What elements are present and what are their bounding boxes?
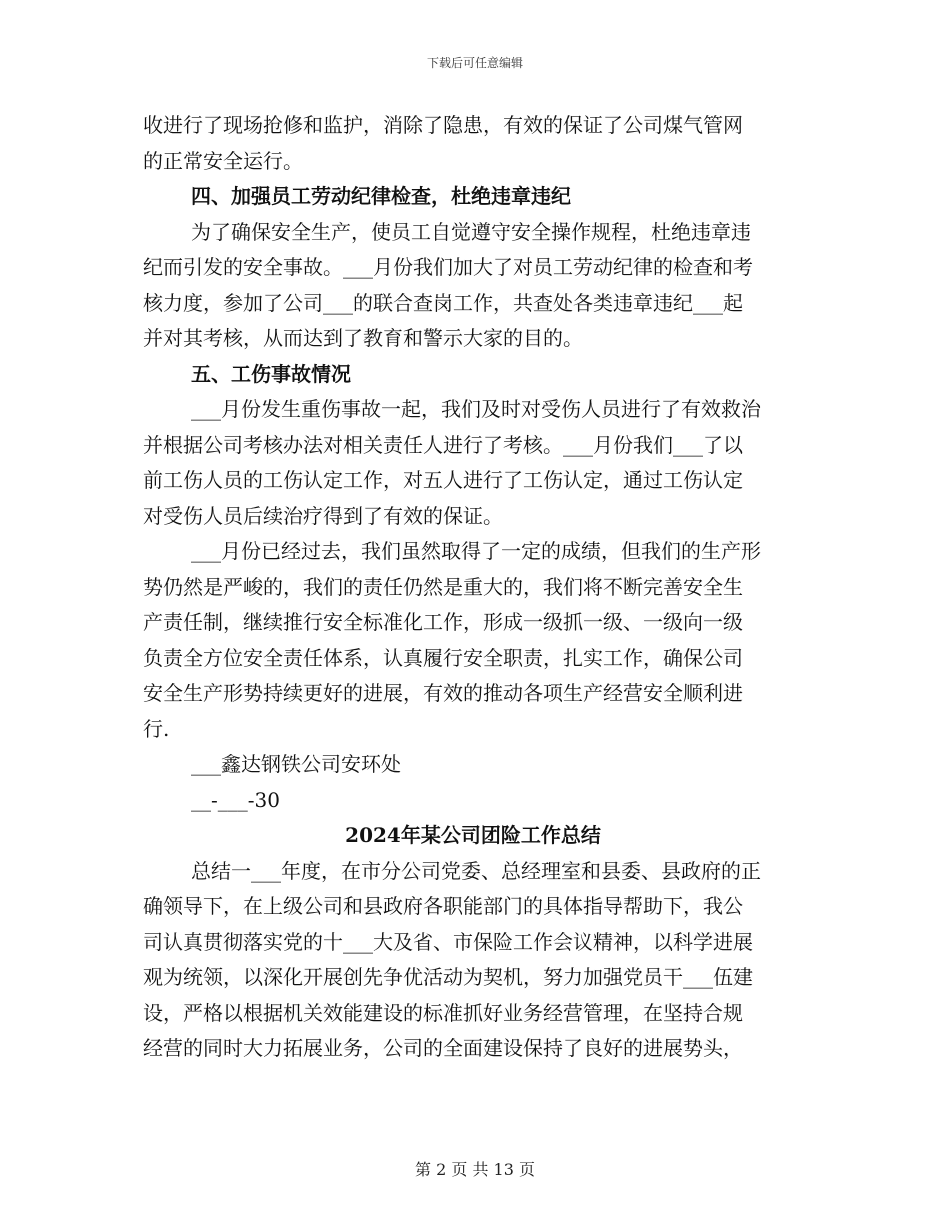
paragraph-start-line: 为了确保安全生产，使员工自觉遵守安全操作规程，杜绝违章违 [191,219,751,244]
text-line: 安全生产形势持续更好的进展，有效的推动各项生产经营安全顺利进 [143,681,743,705]
text-line: 收进行了现场抢修和监护，消除了隐患，有效的保证了公司煤气管网 [143,113,743,137]
paragraph-start-line: ___鑫达钢铁公司安环处 [191,752,401,776]
text-line: 并对其考核，从而达到了教育和警示大家的目的。 [143,326,583,350]
section-heading: 四、加强员工劳动纪律检查，杜绝违章违纪 [191,184,571,208]
text-line: 行. [143,716,170,741]
text-line: 司认真贯彻落实党的十___大及省、市保险工作会议精神，以科学进展 [143,929,753,954]
text-line: 核力度，参加了公司___的联合查岗工作，共查处各类违章违纪___起 [143,290,743,315]
paragraph-start-line: __-___-30 [191,787,280,812]
paragraph-start-line: ___月份发生重伤事故一起，我们及时对受伤人员进行了有效救治 [191,397,761,421]
text-line: 负责全方位安全责任体系，认真履行安全职责，扎实工作，确保公司 [143,645,743,670]
paragraph-start-line: ___月份已经过去，我们虽然取得了一定的成绩，但我们的生产形 [191,539,761,563]
text-line: 并根据公司考核办法对相关责任人进行了考核。___月份我们___了以 [143,432,743,457]
text-line: 设，严格以根据机关效能建设的标准抓好业务经营管理，在坚持合规 [143,1000,743,1025]
page-header-note: 下载后可任意编辑 [426,56,523,70]
text-line: 势仍然是严峻的，我们的责任仍然是重大的，我们将不断完善安全生 [143,574,743,599]
text-line: 纪而引发的安全事故。___月份我们加大了对员工劳动纪律的检查和考 [143,255,753,279]
page-number: 第 2 页 共 13 页 [415,1160,535,1179]
text-line: 产责任制，继续推行安全标准化工作，形成一级抓一级、一级向一级 [143,610,743,634]
document-body [143,108,803,1067]
text-line: 的正常安全运行。 [143,148,303,173]
paragraph-start-line: 总结一___年度，在市分公司党委、总经理室和县委、县政府的正 [191,858,761,883]
text-line: 经营的同时大力拓展业务，公司的全面建设保持了良好的进展势头， [143,1036,743,1060]
text-line: 前工伤人员的工伤认定工作，对五人进行了工伤认定，通过工伤认定 [143,468,743,492]
document-title: 2024年某公司团险工作总结 [345,823,601,847]
text-line: 对受伤人员后续治疗得到了有效的保证。 [143,503,503,528]
section-heading: 五、工伤事故情况 [191,361,351,386]
text-line: 确领导下，在上级公司和县政府各职能部门的具体指导帮助下，我公 [143,894,743,918]
text-line: 观为统领，以深化开展创先争优活动为契机，努力加强党员干___伍建 [143,965,753,989]
